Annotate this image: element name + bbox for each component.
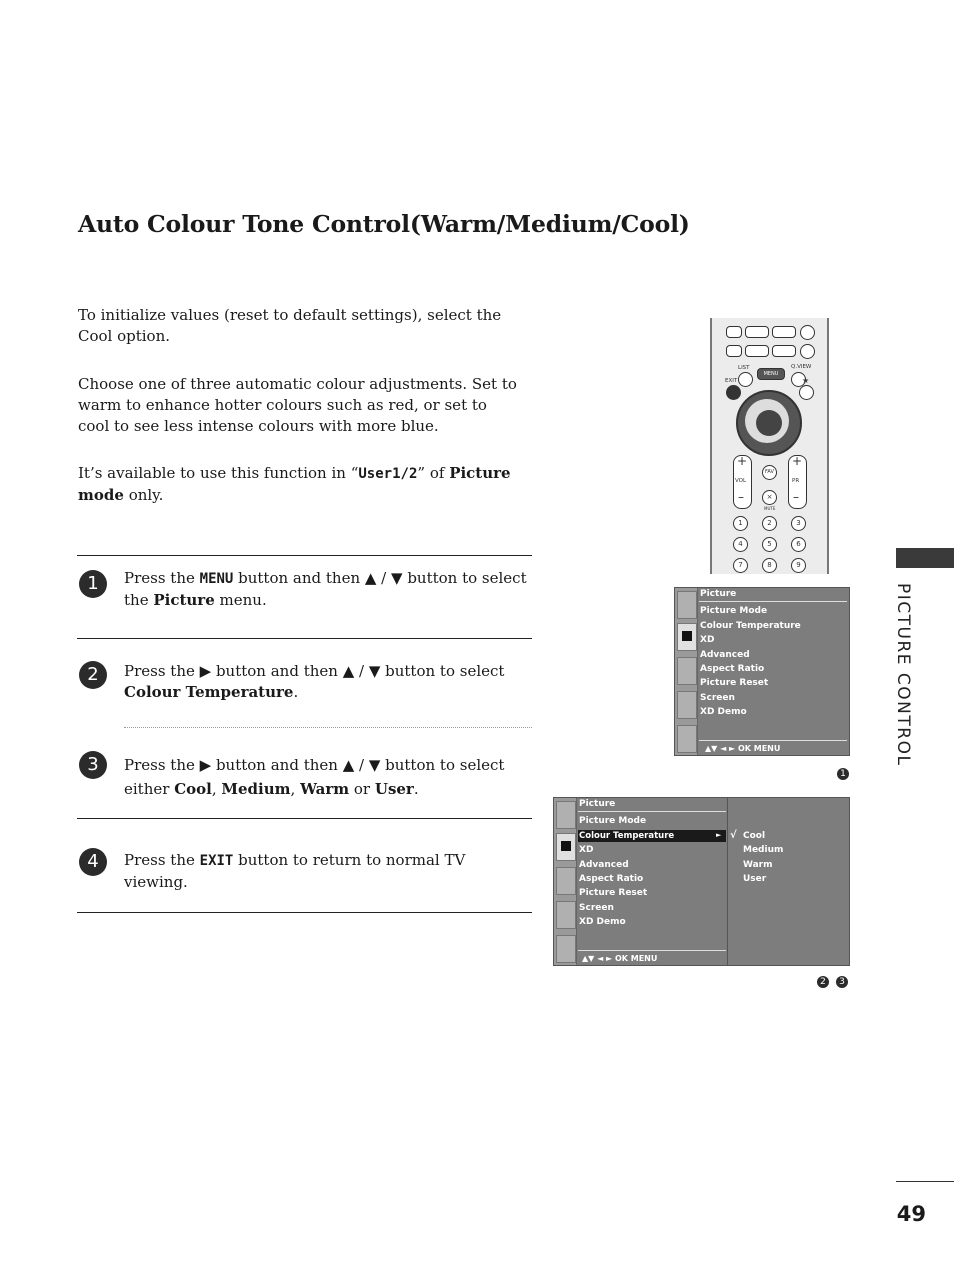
menu-item: Picture Mode (700, 606, 768, 616)
menu-item: Aspect Ratio (700, 664, 765, 674)
programme-rocker: + PR – (788, 455, 807, 509)
skip-forward-button (800, 344, 815, 359)
menu-item: Screen (579, 903, 614, 913)
step-3-text: Press the ▶ button and then ▲ / ▼ button to select either Cool, Medium, Warm or User. (124, 756, 505, 798)
pause-button (772, 326, 796, 338)
audio-icon (556, 867, 576, 895)
menu-button: MENU (757, 368, 785, 380)
navigation-ring (736, 390, 802, 456)
digit-3: 3 (791, 516, 806, 531)
digit-6: 6 (791, 537, 806, 552)
option-icon (556, 935, 576, 963)
ok-button (756, 410, 782, 436)
menu-divider (699, 601, 847, 602)
digit-1: 1 (733, 516, 748, 531)
star-button (799, 385, 814, 400)
step-number-4: 4 (79, 848, 107, 876)
satellite-dish-icon (677, 591, 697, 619)
user-mode-label: User1/2 (358, 466, 418, 482)
picture-icon (677, 623, 697, 651)
picture-mode-label: Picture mode (78, 464, 511, 504)
exit-button (726, 385, 741, 400)
menu-item: Picture Reset (700, 678, 769, 688)
intro-paragraph-3: It’s available to use this function in “User1/2” of Picture mode only. (78, 464, 511, 504)
section-label: PICTURE CONTROL (893, 583, 913, 767)
menu-icon-column (675, 588, 698, 755)
submenu-option-medium: Medium (743, 845, 784, 855)
skip-back-button (726, 345, 742, 357)
digit-8: 8 (762, 558, 777, 573)
menu-item: XD (579, 845, 594, 855)
step-number-3: 3 (79, 751, 107, 779)
menu-title: Picture (579, 799, 616, 809)
divider (77, 638, 532, 639)
record-button (800, 325, 815, 340)
page-number: 49 (896, 1202, 926, 1226)
menu-divider (578, 811, 726, 812)
play-button (745, 326, 769, 338)
time-icon (556, 901, 576, 929)
step-4-text: Press the EXIT button to return to normal TV viewing. (124, 851, 466, 891)
intro-paragraph-1: To initialize values (reset to default settings), select the Cool option. (78, 306, 502, 345)
menu-item: Advanced (579, 860, 629, 870)
menu-item: XD Demo (579, 917, 626, 927)
digit-9: 9 (791, 558, 806, 573)
menu-item: Picture Reset (579, 888, 648, 898)
list-button (738, 372, 753, 387)
menu-item-selected: Colour Temperature (579, 831, 675, 841)
volume-rocker: + VOL – (733, 455, 752, 509)
menu-footer-hint: ▲▼ ◄ ► OK MENU (582, 954, 658, 963)
menu-item: Screen (700, 693, 735, 703)
stop-button (726, 326, 742, 338)
reference-badge-2: 2 (817, 976, 829, 988)
divider (77, 818, 532, 819)
satellite-dish-icon (556, 801, 576, 829)
page-number-rule (896, 1181, 954, 1182)
colour-temperature-menu-screen (553, 797, 850, 966)
menu-item: Aspect Ratio (579, 874, 644, 884)
option-icon (677, 725, 697, 753)
fav-button: FAV (762, 465, 777, 480)
section-tab (896, 548, 954, 568)
divider (77, 912, 532, 913)
digit-5: 5 (762, 537, 777, 552)
step-2-text: Press the ▶ button and then ▲ / ▼ button to select Colour Temperature. (124, 662, 505, 701)
menu-item: XD Demo (700, 707, 747, 717)
step-number-1: 1 (79, 570, 107, 598)
intro-paragraph-2: Choose one of three automatic colour adjustments. Set to warm to enhance hotter colours such as red, or set to cool to see less intense colours with more blue. (78, 375, 517, 435)
digit-4: 4 (733, 537, 748, 552)
menu-footer-hint: ▲▼ ◄ ► OK MENU (705, 744, 781, 753)
submenu-option-cool: Cool (743, 831, 766, 841)
step-1-text: Press the MENU button and then ▲ / ▼ button to select the Picture menu. (124, 569, 527, 609)
check-icon: √ (730, 830, 737, 841)
menu-title: Picture (700, 589, 737, 599)
picture-menu-screen (674, 587, 850, 756)
picture-icon (556, 833, 576, 861)
fast-forward-button (772, 345, 796, 357)
menu-item: Advanced (700, 650, 750, 660)
submenu-option-user: User (743, 874, 767, 884)
menu-divider (578, 950, 726, 951)
reference-badge-1: 1 (837, 768, 849, 780)
time-icon (677, 691, 697, 719)
submenu-option-warm: Warm (743, 860, 773, 870)
menu-item: Colour Temperature (700, 621, 801, 631)
digit-7: 7 (733, 558, 748, 573)
submenu-arrow-icon: ► (716, 831, 722, 839)
step-number-2: 2 (79, 661, 107, 689)
divider (77, 555, 532, 556)
menu-icon-column (554, 798, 577, 965)
menu-item: XD (700, 635, 715, 645)
mute-icon: × (762, 490, 777, 505)
menu-divider (699, 740, 847, 741)
audio-icon (677, 657, 697, 685)
menu-item: Picture Mode (579, 816, 647, 826)
page-title: Auto Colour Tone Control(Warm/Medium/Cool) (78, 210, 690, 238)
digit-2: 2 (762, 516, 777, 531)
rewind-button (745, 345, 769, 357)
remote-control-illustration: LIST Q.VIEW MENU EXIT ★ + VOL – + PR – FAV × MUTE 1 2 3 4 5 6 7 8 9 (710, 318, 829, 574)
dotted-divider (124, 727, 532, 728)
reference-badge-3: 3 (836, 976, 848, 988)
